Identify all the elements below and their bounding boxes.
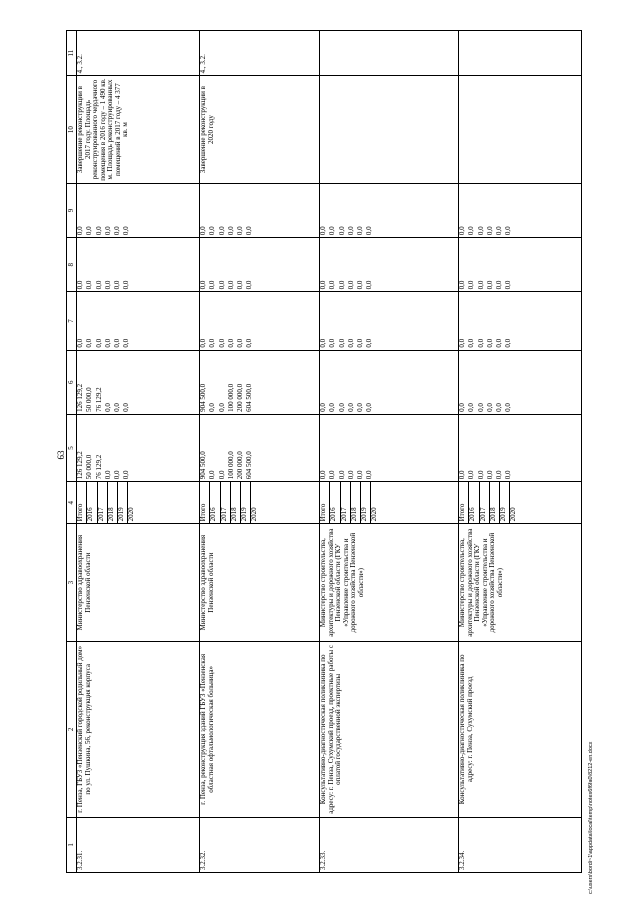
year-cell: 2018: [351, 482, 361, 523]
table-row: [200, 31, 320, 873]
indicator-ref: 4., 3.2.: [77, 31, 200, 76]
amount-cell: 0,0: [113, 226, 122, 236]
amount-cell: 904 500,0: [199, 451, 207, 480]
year-list: [459, 482, 582, 524]
amount-cell: 0,0: [356, 470, 365, 480]
amount-cell: 0,0: [458, 226, 466, 236]
amount-cell: 0,0: [113, 470, 122, 480]
year-cell: 2017: [341, 482, 351, 523]
amount-cell: 0,0: [467, 226, 476, 236]
amount-cell: 0,0: [245, 280, 254, 290]
funding-column-6: [77, 350, 200, 414]
amount-cell: 0,0: [217, 338, 226, 348]
amount-cell: 76 129,2: [94, 454, 103, 480]
col-header-6: 6: [67, 350, 77, 414]
amount-cell: 0,0: [458, 470, 466, 480]
funding-column-5: [200, 414, 320, 481]
year-cell: Итого: [459, 482, 469, 523]
funding-column-7: [77, 292, 200, 350]
amount-cell: 0,0: [337, 470, 346, 480]
amount-cell: 100 000,0: [226, 451, 235, 480]
row-number: 3.2.34.: [459, 817, 582, 872]
funding-column-7: [320, 292, 459, 350]
row-number: 3.2.31.: [77, 817, 200, 872]
amount-cell: 0,0: [365, 338, 374, 348]
amount-cell: 0,0: [113, 403, 122, 412]
funding-column-8: [459, 238, 582, 292]
amount-cell: 0,0: [199, 338, 207, 348]
amount-cell: 0,0: [476, 338, 485, 348]
amount-cell: 0,0: [356, 226, 365, 236]
year-cell: 2018: [108, 482, 118, 523]
amount-cell: 126 129,2: [76, 383, 84, 412]
amount-cell: 0,0: [365, 226, 374, 236]
amount-cell: 0,0: [85, 280, 94, 290]
amount-cell: 100 000,0: [226, 383, 235, 412]
amount-cell: 0,0: [217, 226, 226, 236]
amount-cell: 0,0: [122, 280, 131, 290]
amount-cell: 0,0: [485, 226, 494, 236]
amount-cell: 0,0: [467, 280, 476, 290]
amount-cell: 0,0: [217, 470, 226, 480]
amount-cell: 0,0: [113, 280, 122, 290]
amount-cell: 0,0: [208, 226, 217, 236]
amount-cell: 0,0: [245, 338, 254, 348]
amount-cell: 0,0: [76, 280, 84, 290]
amount-cell: 50 000,0: [85, 387, 94, 412]
amount-cell: 0,0: [208, 338, 217, 348]
year-cell: 2016: [87, 482, 97, 523]
amount-cell: 0,0: [346, 280, 355, 290]
amount-cell: 0,0: [337, 280, 346, 290]
amount-cell: 0,0: [217, 403, 226, 412]
amount-cell: 0,0: [319, 280, 327, 290]
amount-cell: 0,0: [328, 280, 337, 290]
object-name: г. Пенза, ГБУЗ «Пензенский городской родильный дом» по ул. Пушкина, 56, реконструкция корпуса: [77, 641, 200, 817]
amount-cell: 0,0: [76, 338, 84, 348]
year-cell: 2018: [490, 482, 500, 523]
col-header-2: 2: [67, 641, 77, 817]
year-list: [77, 482, 200, 524]
amount-cell: 0,0: [236, 226, 245, 236]
year-cell: 2017: [98, 482, 108, 523]
amount-cell: 0,0: [356, 280, 365, 290]
amount-cell: 0,0: [122, 338, 131, 348]
row-number: 3.2.32.: [200, 817, 320, 872]
amount-cell: 0,0: [485, 470, 494, 480]
amount-cell: 0,0: [337, 226, 346, 236]
amount-cell: 0,0: [485, 403, 494, 412]
indicator-ref: [459, 31, 582, 76]
amount-cell: 0,0: [236, 338, 245, 348]
amount-cell: 0,0: [226, 226, 235, 236]
amount-cell: 0,0: [467, 470, 476, 480]
header-row: [67, 31, 77, 873]
amount-cell: 0,0: [208, 403, 217, 412]
expected-result: [459, 76, 582, 184]
amount-cell: 0,0: [76, 226, 84, 236]
amount-cell: 0,0: [226, 338, 235, 348]
amount-cell: 0,0: [94, 280, 103, 290]
amount-cell: 0,0: [337, 403, 346, 412]
year-cell: Итого: [200, 482, 210, 523]
amount-cell: 0,0: [103, 403, 112, 412]
footer-file-path: c:\users\bordi~1\appdata\local\temp\notes6f6fa0\8212-en.docx: [588, 741, 594, 894]
amount-cell: 76 129,2: [94, 387, 103, 412]
funding-column-6: [320, 350, 459, 414]
amount-cell: 0,0: [103, 470, 112, 480]
amount-cell: 0,0: [495, 403, 504, 412]
amount-cell: 0,0: [208, 470, 217, 480]
table-row: [77, 31, 200, 873]
row-number: 3.2.33.: [320, 817, 459, 872]
year-cell: 2019: [241, 482, 251, 523]
year-cell: 2016: [469, 482, 479, 523]
col-header-7: 7: [67, 292, 77, 350]
amount-cell: 0,0: [485, 338, 494, 348]
amount-cell: 0,0: [476, 280, 485, 290]
indicator-ref: 4., 3.2.: [200, 31, 320, 76]
executor: Министерство здравоохранения Пензенской области: [200, 524, 320, 642]
amount-cell: 0,0: [365, 280, 374, 290]
amount-cell: 0,0: [113, 338, 122, 348]
amount-cell: 0,0: [122, 403, 131, 412]
amount-cell: 0,0: [85, 226, 94, 236]
amount-cell: 0,0: [504, 470, 513, 480]
amount-cell: 0,0: [236, 280, 245, 290]
program-table-container: [66, 30, 580, 873]
executor: Министерство строительства, архитектуры и дорожного хозяйства Пензенской области (ГКУ «Управление строительства и дорожного хозяйства Пензенской области»): [459, 524, 582, 642]
executor: Министерство здравоохранения Пензенской области: [77, 524, 200, 642]
year-cell: 2019: [500, 482, 510, 523]
object-name: Консультативно-диагностическая поликлиника по адресу: г. Пенза, Сухумский проезд: [459, 641, 582, 817]
amount-cell: 0,0: [208, 280, 217, 290]
amount-cell: 0,0: [328, 403, 337, 412]
funding-column-9: [200, 183, 320, 237]
amount-cell: 0,0: [485, 280, 494, 290]
year-cell: 2017: [221, 482, 231, 523]
amount-cell: 0,0: [504, 338, 513, 348]
amount-cell: 0,0: [346, 470, 355, 480]
amount-cell: 0,0: [356, 403, 365, 412]
funding-column-8: [320, 238, 459, 292]
amount-cell: 0,0: [467, 338, 476, 348]
year-cell: Итого: [320, 482, 330, 523]
amount-cell: 0,0: [346, 226, 355, 236]
amount-cell: 0,0: [199, 226, 207, 236]
table-row: [459, 31, 582, 873]
funding-column-8: [200, 238, 320, 292]
year-cell: 2018: [231, 482, 241, 523]
year-cell: 2020: [509, 507, 518, 522]
year-list: [200, 482, 320, 524]
amount-cell: 0,0: [365, 470, 374, 480]
amount-cell: 0,0: [476, 226, 485, 236]
amount-cell: 0,0: [85, 338, 94, 348]
page-number: 63: [56, 450, 66, 460]
funding-column-5: [320, 414, 459, 481]
funding-column-9: [459, 183, 582, 237]
amount-cell: 0,0: [346, 338, 355, 348]
amount-cell: 0,0: [319, 403, 327, 412]
col-header-10: 10: [67, 76, 77, 184]
amount-cell: 0,0: [94, 338, 103, 348]
funding-column-5: [459, 414, 582, 481]
amount-cell: 0,0: [226, 280, 235, 290]
amount-cell: 0,0: [504, 403, 513, 412]
year-cell: 2016: [330, 482, 340, 523]
col-header-9: 9: [67, 183, 77, 237]
amount-cell: 0,0: [458, 338, 466, 348]
executor: Министерство строительства, архитектуры и дорожного хозяйства Пензенской области (ГКУ «Управление строительства и дорожного хозяйства Пензенской области»): [320, 524, 459, 642]
amount-cell: 0,0: [365, 403, 374, 412]
col-header-5: 5: [67, 414, 77, 481]
expected-result: Завершение реконструкции в 2017 году. Площадь реконструированного чердачного помещения в 2016 году – 1 490 кв. м. Площадь реконструированных помещений в 2017 году – 4 377 кв. м: [77, 76, 200, 184]
amount-cell: 0,0: [458, 403, 466, 412]
amount-cell: 0,0: [356, 338, 365, 348]
amount-cell: 0,0: [94, 226, 103, 236]
amount-cell: 200 000,0: [236, 383, 245, 412]
amount-cell: 0,0: [504, 280, 513, 290]
amount-cell: 904 500,0: [199, 383, 207, 412]
amount-cell: 0,0: [328, 226, 337, 236]
year-cell: 2019: [118, 482, 128, 523]
amount-cell: 0,0: [328, 338, 337, 348]
amount-cell: 0,0: [467, 403, 476, 412]
amount-cell: 0,0: [319, 470, 327, 480]
year-cell: 2020: [127, 507, 136, 522]
amount-cell: 0,0: [476, 403, 485, 412]
funding-column-9: [320, 183, 459, 237]
col-header-8: 8: [67, 238, 77, 292]
funding-column-6: [459, 350, 582, 414]
amount-cell: 0,0: [458, 280, 466, 290]
amount-cell: 0,0: [495, 338, 504, 348]
amount-cell: 0,0: [245, 226, 254, 236]
amount-cell: 0,0: [337, 338, 346, 348]
amount-cell: 0,0: [103, 226, 112, 236]
amount-cell: 0,0: [495, 470, 504, 480]
amount-cell: 0,0: [217, 280, 226, 290]
col-header-4: 4: [67, 482, 77, 524]
year-cell: Итого: [77, 482, 87, 523]
object-name: Консультативно-диагностическая поликлиника по адресу: г. Пенза, Сухумский проезд, проектные работы с оплатой государственной экспертизы: [320, 641, 459, 817]
amount-cell: 0,0: [495, 226, 504, 236]
object-name: г. Пенза, реконструкция зданий ГБУЗ «Пензенская областная офтальмологическая больница»: [200, 641, 320, 817]
expected-result: Завершение реконструкции в 2020 году: [200, 76, 320, 184]
amount-cell: 0,0: [122, 470, 131, 480]
year-cell: 2019: [361, 482, 371, 523]
year-cell: 2017: [480, 482, 490, 523]
funding-column-7: [200, 292, 320, 350]
funding-column-9: [77, 183, 200, 237]
amount-cell: 0,0: [122, 226, 131, 236]
col-header-1: 1: [67, 817, 77, 872]
year-cell: 2016: [210, 482, 220, 523]
col-header-3: 3: [67, 524, 77, 642]
amount-cell: 0,0: [319, 226, 327, 236]
amount-cell: 0,0: [103, 338, 112, 348]
amount-cell: 200 000,0: [236, 451, 245, 480]
amount-cell: 126 129,2: [76, 451, 84, 480]
indicator-ref: [320, 31, 459, 76]
amount-cell: 604 500,0: [245, 383, 254, 412]
amount-cell: 0,0: [476, 470, 485, 480]
funding-column-6: [200, 350, 320, 414]
funding-column-7: [459, 292, 582, 350]
program-table: [66, 30, 582, 873]
col-header-11: 11: [67, 31, 77, 76]
amount-cell: 0,0: [328, 470, 337, 480]
expected-result: [320, 76, 459, 184]
amount-cell: 50 000,0: [85, 454, 94, 480]
amount-cell: 0,0: [346, 403, 355, 412]
amount-cell: 604 500,0: [245, 451, 254, 480]
year-cell: 2020: [250, 507, 259, 522]
amount-cell: 0,0: [319, 338, 327, 348]
year-list: [320, 482, 459, 524]
table-row: [320, 31, 459, 873]
amount-cell: 0,0: [495, 280, 504, 290]
amount-cell: 0,0: [199, 280, 207, 290]
amount-cell: 0,0: [504, 226, 513, 236]
amount-cell: 0,0: [103, 280, 112, 290]
year-cell: 2020: [370, 507, 379, 522]
funding-column-5: [77, 414, 200, 481]
funding-column-8: [77, 238, 200, 292]
